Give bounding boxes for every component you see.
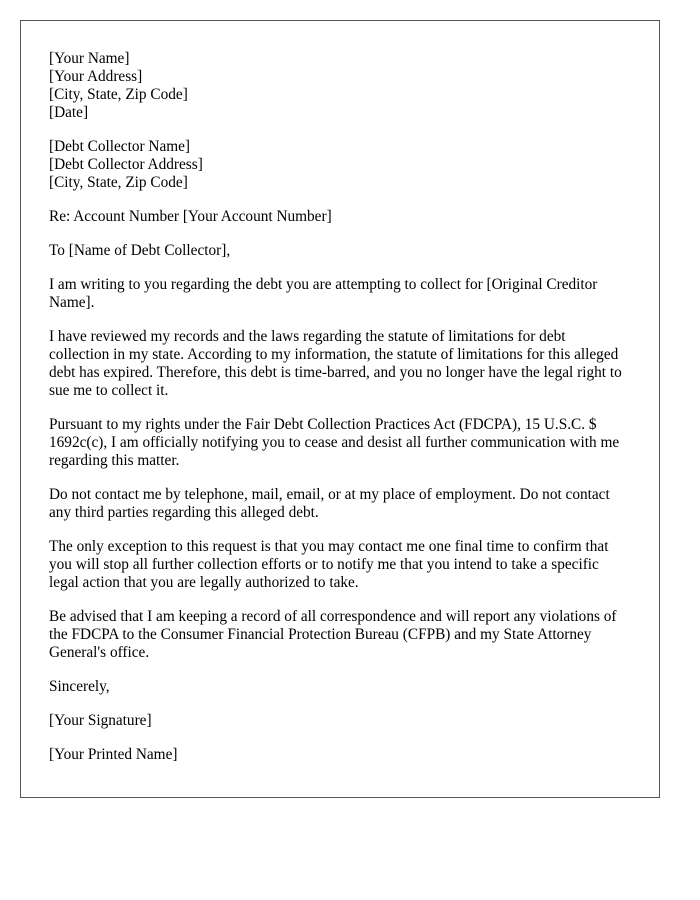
closing: Sincerely, [49,678,110,695]
body-paragraph: The only exception to this request is that you may contact me one final time to confirm that you will stop all further collection efforts or to notify me that you intend to take a specific legal action that you are legally authorized to take. [49,538,609,591]
sender-name: [Your Name] [49,50,130,67]
printed-name: [Your Printed Name] [49,746,178,763]
re-line: Re: Account Number [Your Account Number] [49,208,332,225]
body-paragraph: I have reviewed my records and the laws regarding the statute of limitations for debt collection in my state. According to my information, the statute of limitations for this alleged debt has expired. Therefore, this debt is time-barred, and you no longer have the legal right to sue me to collect it. [49,328,622,399]
recipient-address-line: [Debt Collector Address] [49,156,203,173]
recipient-name: [Debt Collector Name] [49,138,191,155]
body-paragraph: Pursuant to my rights under the Fair Debt Collection Practices Act (FDCPA), 15 U.S.C. $ 1692c(c), I am officially notifying you to cease and desist all further communication with me regarding this matter. [49,416,620,469]
signature: [Your Signature] [49,712,152,729]
salutation: To [Name of Debt Collector], [49,242,231,259]
sender-address-line: [Your Address] [49,68,143,85]
recipient-address [49,138,623,192]
sender-city: [City, State, Zip Code] [49,86,188,103]
recipient-city: [City, State, Zip Code] [49,174,188,191]
body-paragraph: I am writing to you regarding the debt you are attempting to collect for [Original Creditor Name]. [49,276,598,311]
letter-date: [Date] [49,104,89,121]
body-paragraph: Be advised that I am keeping a record of all correspondence and will report any violations of the FDCPA to the Consumer Financial Protection Bureau (CFPB) and my State Attorney General's office. [49,608,617,661]
letter-page [20,20,660,798]
sender-address [49,50,623,122]
body-paragraph: Do not contact me by telephone, mail, email, or at my place of employment. Do not contact any third parties regarding this alleged debt. [49,486,610,521]
